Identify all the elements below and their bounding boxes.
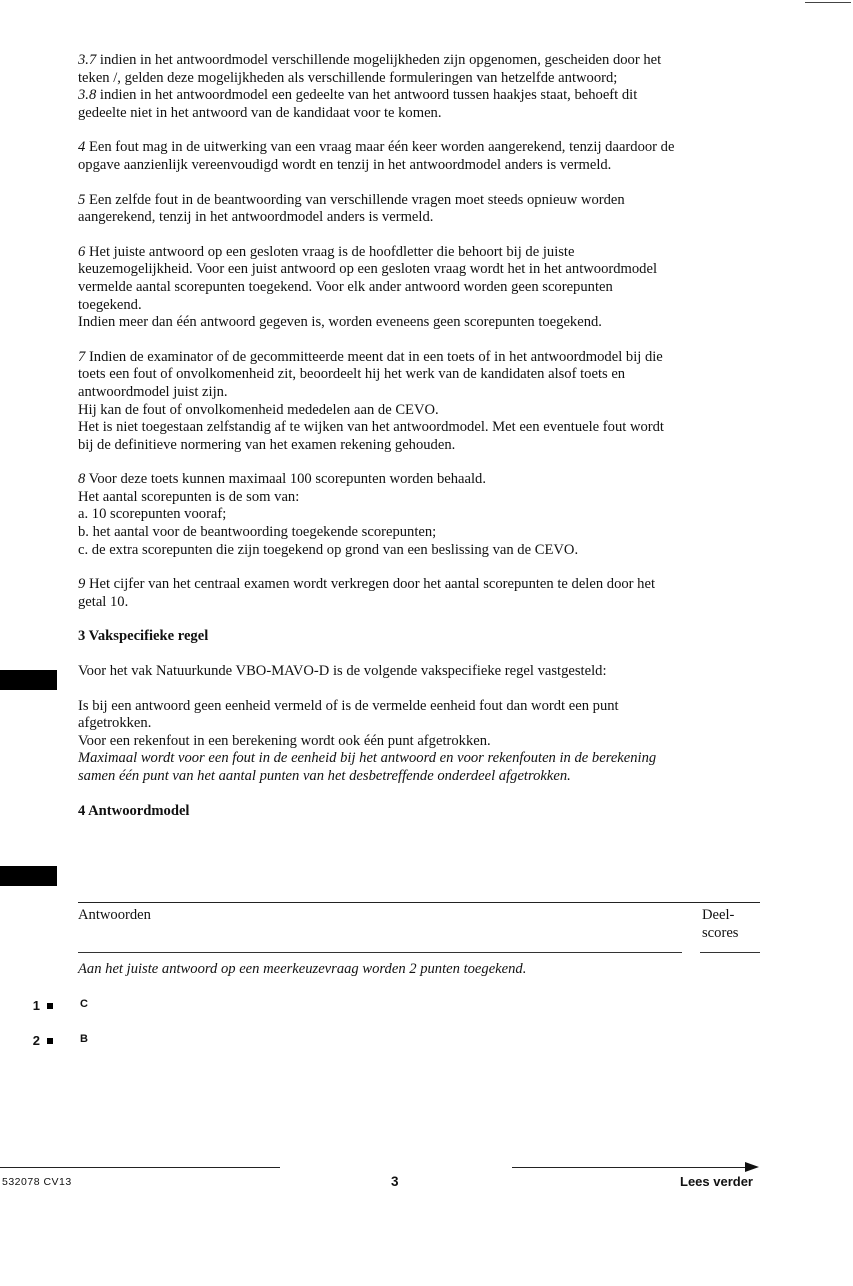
section-4-heading: 4 Antwoordmodel xyxy=(78,802,190,819)
footer-rule-right xyxy=(512,1167,748,1168)
rule-text: indien in het antwoordmodel een gedeelte van het antwoord tussen haakjes staat, behoeft dit gedeelte niet in het antwoord van de kandidaat voor te komen. xyxy=(78,87,638,121)
rule-number: 8 xyxy=(78,471,86,488)
question-number: 1 xyxy=(32,998,40,1013)
answer-row xyxy=(30,998,88,1013)
rule-block-6 xyxy=(78,244,678,332)
top-corner-rule xyxy=(805,2,851,3)
section-3-rule-italic: Maximaal wordt voor een fout in de eenheid bij het antwoord en voor rekenfouten in de berekening samen één punt van het aantal punten van het desbetreffende onderdeel afgetrokken. xyxy=(78,750,657,784)
section-3-rule-block xyxy=(78,698,678,786)
rule-text: Een zelfde fout in de beantwoording van verschillende vragen moet steeds opnieuw worden aangerekend, tenzij in het antwoordmodel anders is vermeld. xyxy=(78,191,625,226)
answer-letter: B xyxy=(80,1033,88,1045)
footer-rule-left xyxy=(0,1167,280,1168)
rule-3-8 xyxy=(78,87,678,122)
rule-text: indien in het antwoordmodel verschillende mogelijkheden zijn opgenomen, gescheiden door het teken /, gelden deze mogelijkheden als verschillende formuleringen van hetzelfde antwoord; xyxy=(78,52,662,86)
rule-4 xyxy=(78,139,678,174)
section-4 xyxy=(78,803,678,821)
rule-text: Het juiste antwoord op een gesloten vraag is de hoofdletter die behoort bij de juiste keuzemogelijkheid. Voor een juist antwoord op een gesloten vraag wordt het in het antwoordmodel vermelde aantal scorepunten toegekend. Voor elk ander antwoord worden geen scorepunten toegekend. xyxy=(78,243,658,313)
rule-8-item-b xyxy=(78,524,678,542)
section-3-heading: 3 Vakspecifieke regel xyxy=(78,628,209,645)
section-3-rule-line-2: Voor een rekenfout in een berekening wordt ook één punt afgetrokken. xyxy=(78,732,491,749)
rule-text: c. de extra scorepunten die zijn toegekend op grond van een beslissing van de CEVO. xyxy=(78,541,579,558)
rules-body xyxy=(78,52,678,837)
question-square-icon xyxy=(47,1003,53,1009)
answer-table-top-rule xyxy=(78,902,760,903)
rule-block-3 xyxy=(78,52,678,122)
continue-label: Lees verder xyxy=(680,1174,753,1189)
rule-8-item-c xyxy=(78,542,678,560)
rule-text: a. 10 scorepunten vooraf; xyxy=(78,506,227,523)
rule-9 xyxy=(78,576,678,611)
rule-7 xyxy=(78,349,678,402)
scores-column-header-line-2: scores xyxy=(702,925,739,941)
multiple-choice-note: Aan het juiste antwoord op een meerkeuzevraag worden 2 punten toegekend. xyxy=(78,961,527,977)
document-code: 532078 CV13 xyxy=(2,1176,72,1188)
rule-number: 3.7 xyxy=(78,52,97,68)
answer-letter: C xyxy=(80,998,88,1010)
rule-text: Het aantal scorepunten is de som van: xyxy=(78,488,300,505)
answers-column-header: Antwoorden xyxy=(78,907,151,923)
rule-8-item-a xyxy=(78,506,678,524)
rule-number: 4 xyxy=(78,139,86,156)
rule-text: Voor deze toets kunnen maximaal 100 scorepunten worden behaald. xyxy=(85,471,486,488)
section-3-intro: Voor het vak Natuurkunde VBO-MAVO-D is de volgende vakspecifieke regel vastgesteld: xyxy=(78,663,607,680)
rule-8 xyxy=(78,471,678,489)
rule-block-5 xyxy=(78,192,678,227)
rule-5 xyxy=(78,192,678,227)
rule-block-8 xyxy=(78,471,678,559)
rule-6-extra xyxy=(78,314,678,332)
rule-8-line-2 xyxy=(78,489,678,507)
page-number: 3 xyxy=(391,1174,399,1189)
rule-number: 6 xyxy=(78,243,86,260)
section-4-marker xyxy=(0,866,57,886)
section-3-intro-block xyxy=(78,663,678,681)
rule-number: 3.8 xyxy=(78,87,97,104)
rule-text: Indien meer dan één antwoord gegeven is, worden eveneens geen scorepunten toegekend. xyxy=(78,314,602,331)
rule-text: Een fout mag in de uitwerking van een vraag maar één keer worden aangerekend, tenzij daardoor de opgave aanzienlijk vereenvoudigd wordt en tenzij in het antwoordmodel anders is vermeld. xyxy=(78,139,675,173)
scores-column-header-line-1: Deel- xyxy=(702,907,735,923)
rule-block-9 xyxy=(78,576,678,611)
rule-7-line-3 xyxy=(78,419,678,454)
rule-text: b. het aantal voor de beantwoording toegekende scorepunten; xyxy=(78,524,437,541)
question-square-icon xyxy=(47,1038,53,1044)
rule-number: 7 xyxy=(78,348,86,365)
rule-3-7 xyxy=(78,52,678,87)
scores-column-bottom-rule xyxy=(700,952,760,953)
answer-row xyxy=(30,1033,88,1048)
rule-text: Indien de examinator of de gecommitteerde meent dat in een toets of in het antwoordmodel bij die toets een fout of onvolkomenheid zit, beoordeelt hij het werk van de kandidaten alsof toets en antwoordmodel juist zijn. xyxy=(78,348,663,400)
section-3-rule-line-1: Is bij een antwoord geen eenheid vermeld of is de vermelde eenheid fout dan wordt een punt afgetrokken. xyxy=(78,697,619,732)
rule-number: 9 xyxy=(78,576,86,593)
rule-text: Het cijfer van het centraal examen wordt verkregen door het aantal scorepunten te delen door het getal 10. xyxy=(78,576,656,610)
answers-column-bottom-rule xyxy=(78,952,682,953)
rule-block-7 xyxy=(78,349,678,455)
section-3 xyxy=(78,628,678,646)
rule-number: 5 xyxy=(78,191,86,208)
rule-text: Hij kan de fout of onvolkomenheid mededelen aan de CEVO. xyxy=(78,401,439,418)
rule-7-line-2 xyxy=(78,402,678,420)
rule-text: Het is niet toegestaan zelfstandig af te wijken van het antwoordmodel. Met een eventuele fout wordt bij de definitieve normering van het examen rekening gehouden. xyxy=(78,419,664,453)
rule-block-4 xyxy=(78,139,678,174)
section-3-marker xyxy=(0,670,57,690)
rule-6 xyxy=(78,244,678,314)
question-number: 2 xyxy=(32,1033,40,1048)
arrow-right-icon xyxy=(745,1162,759,1172)
